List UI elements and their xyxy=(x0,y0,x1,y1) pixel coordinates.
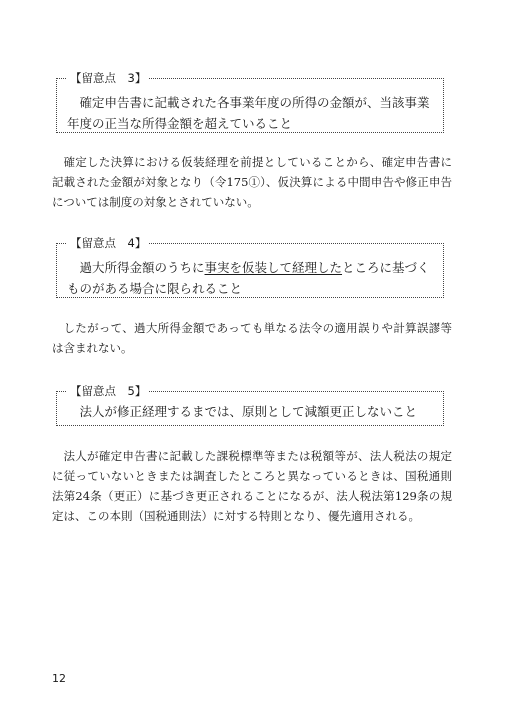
point-text-4-after: ところに基づくものがある場合に限られること xyxy=(67,260,430,296)
point-box-3 xyxy=(56,71,444,133)
point-text-4-before: 過大所得金額のうちに xyxy=(79,260,205,275)
paragraph-3: 法人が確定申告書に記載した課税標準等または税額等が、法人税法の規定に従っていないときまたは調査したところと異なっているときは、国税通則法第24条（更正）に基づき更正されることになるが、法人税法第129条の規定は、この本則（国税通則法）に対する特則となり、優先適用される。 xyxy=(52,449,452,523)
page-number: 12 xyxy=(52,672,66,685)
point-text-4-underlined: 事実を仮装して経理した xyxy=(204,260,343,275)
point-label-3: 【留意点 3】 xyxy=(67,70,149,86)
paragraph-1: 確定した決算における仮装経理を前提としていることから、確定申告書に記載された金額が対象となり（令175①）、仮決算による中間申告や修正申告については制度の対象とされていない。 xyxy=(52,155,452,209)
paragraph-2: したがって、過大所得金額であっても単なる法令の適用誤りや計算誤謬等は含まれない。 xyxy=(52,321,452,355)
point-box-4 xyxy=(56,236,444,298)
point-text-3: 確定申告書に記載された各事業年度の所得の金額が、当該事業年度の正当な所得金額を超えていること xyxy=(67,95,430,131)
point-text-5: 法人が修正経理するまでは、原則として減額更正しないこと xyxy=(79,404,418,419)
point-text-4 xyxy=(57,244,443,305)
point-label-4: 【留意点 4】 xyxy=(67,235,149,251)
point-label-5: 【留意点 5】 xyxy=(67,383,149,399)
point-box-5 xyxy=(56,384,444,426)
